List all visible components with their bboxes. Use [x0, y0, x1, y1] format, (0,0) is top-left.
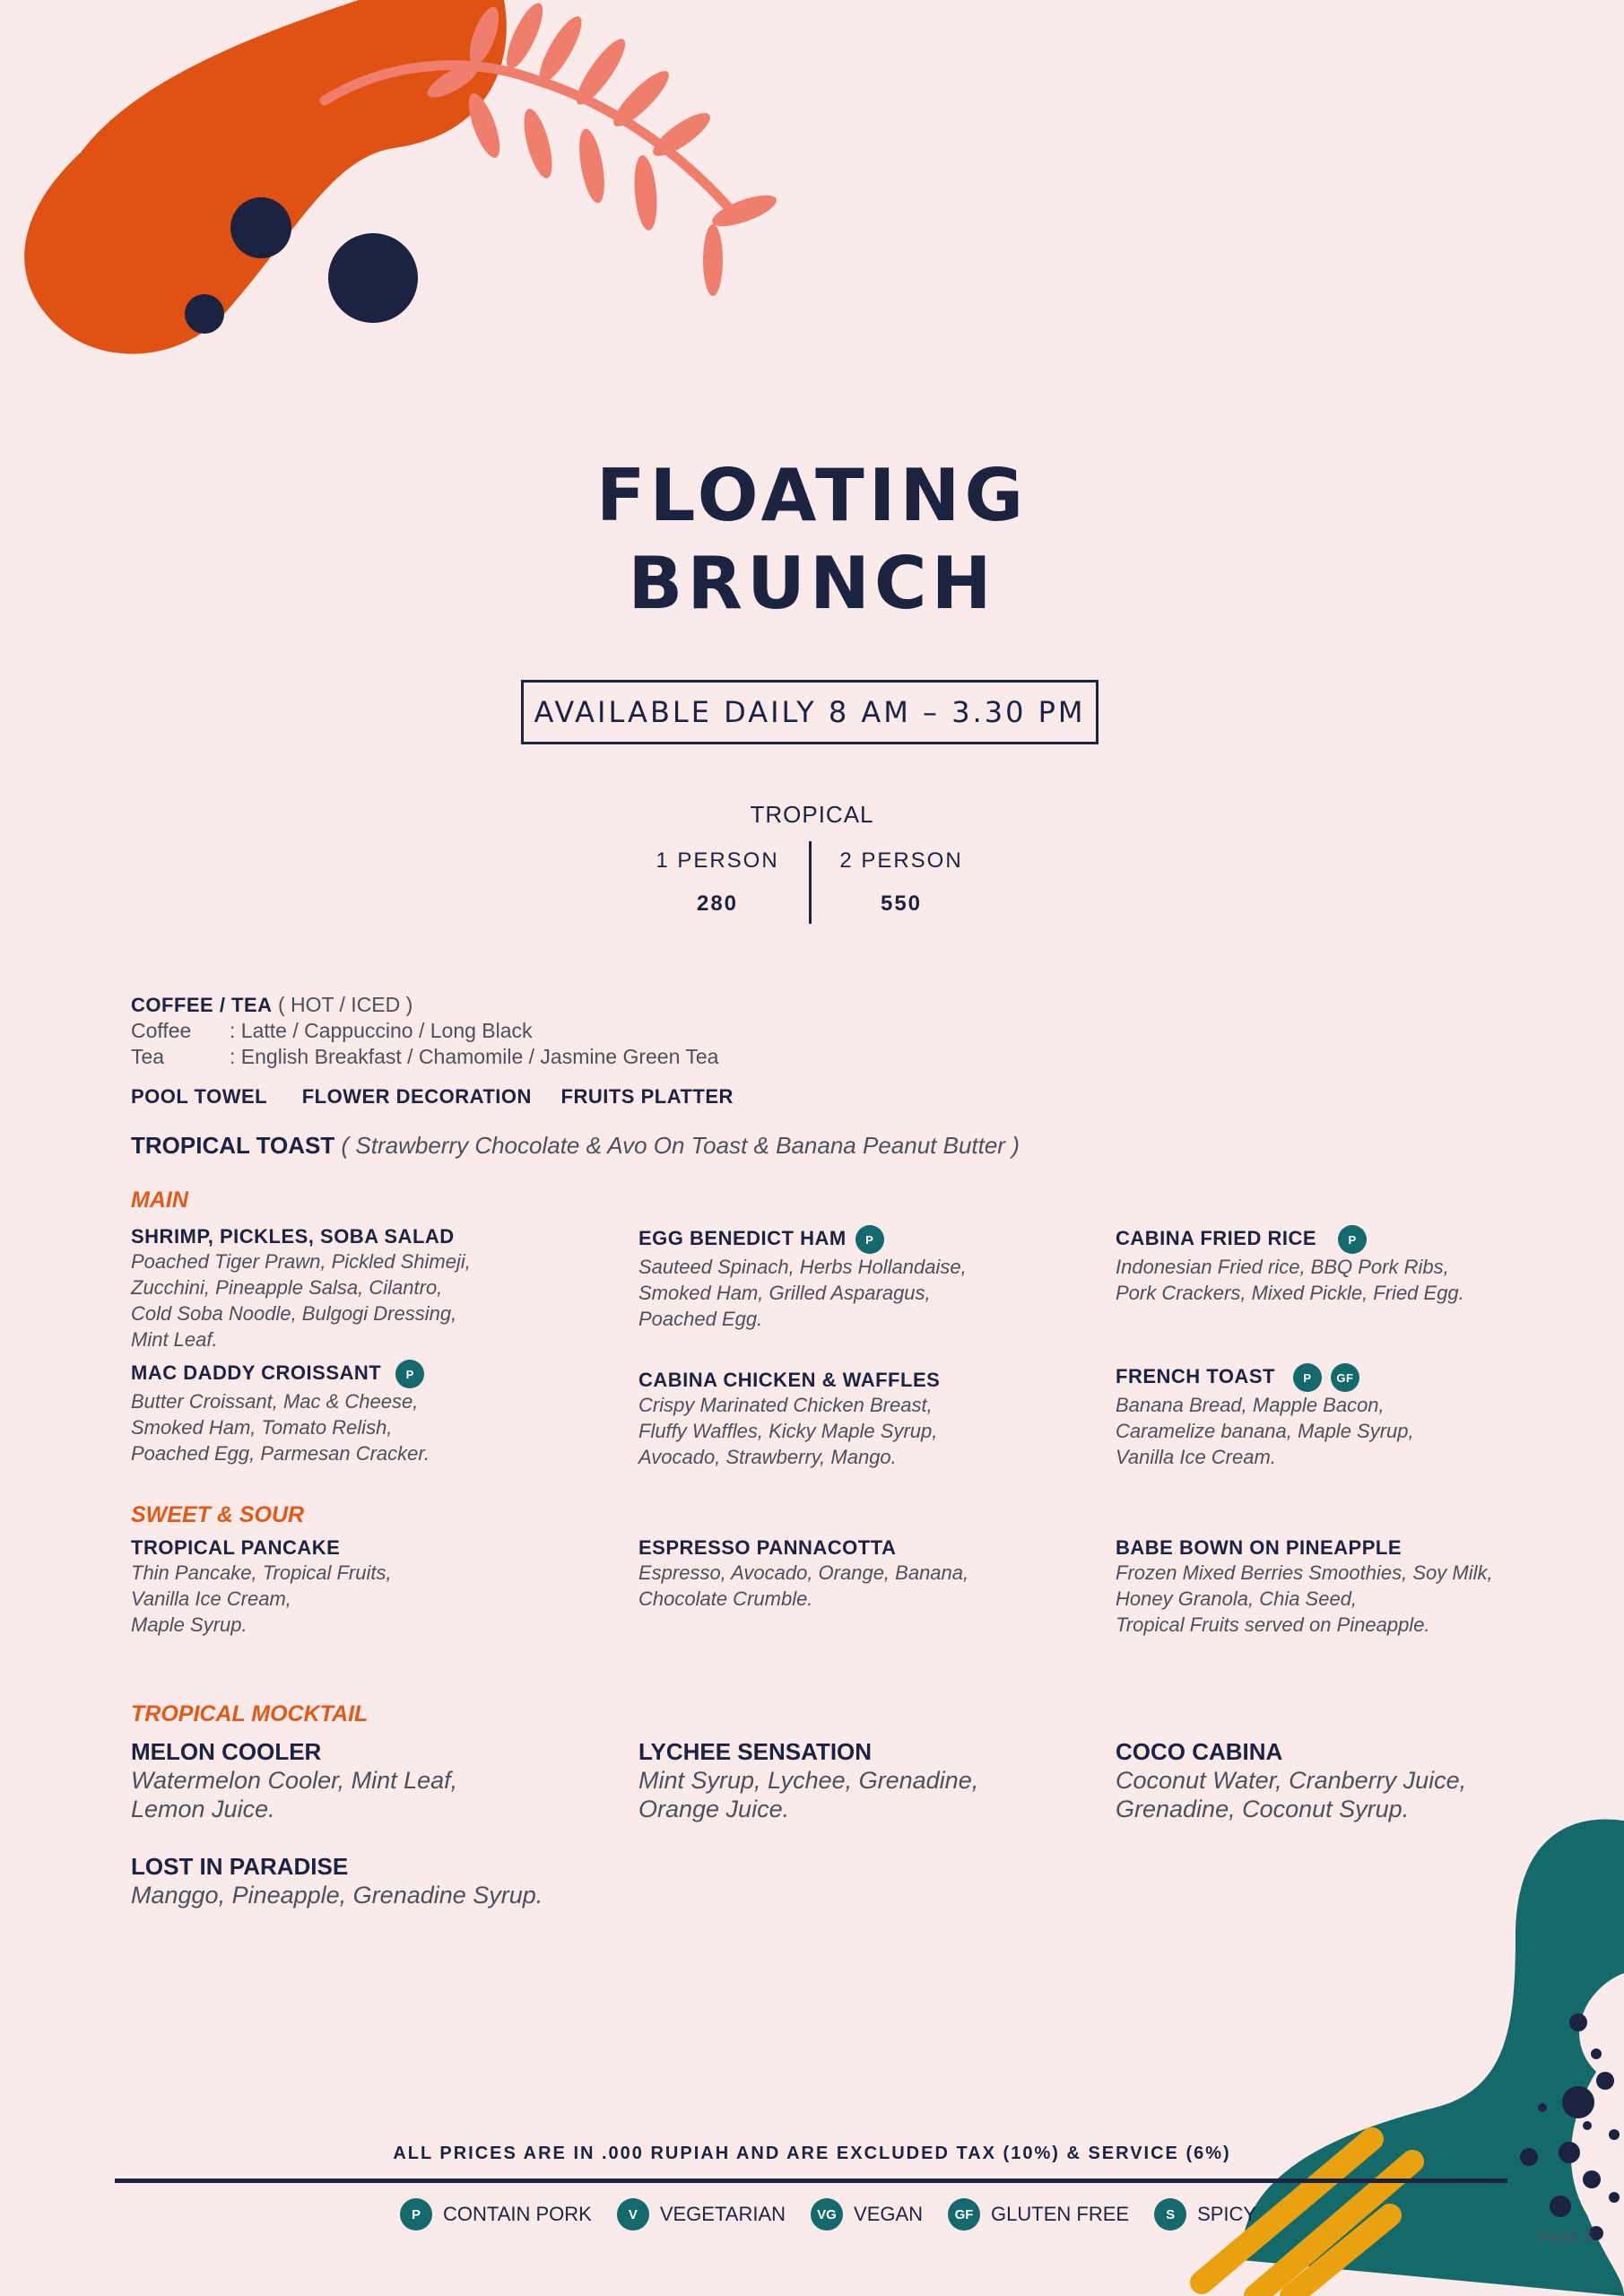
item-name: MAC DADDY CROISSANT [131, 1361, 382, 1384]
item-desc: Mint Syrup, Lychee, Grenadine, Orange Juice. [638, 1767, 979, 1822]
title-line-2: BRUNCH [628, 542, 996, 625]
price-note: ALL PRICES ARE IN .000 RUPIAH AND ARE EXCLUDED TAX (10%) & SERVICE (6%) [393, 2144, 1231, 2163]
legend-spicy [1154, 2198, 1256, 2231]
page-number: PAGE 5 [1539, 2229, 1594, 2246]
dot-large [328, 233, 418, 323]
item-name: MELON COOLER [131, 1738, 322, 1765]
extra-flower-decoration: FLOWER DECORATION [301, 1085, 532, 1108]
top-left-decoration [0, 0, 807, 377]
coffee-label: Coffee [131, 1019, 192, 1042]
legend-label: VEGETARIAN [659, 2203, 786, 2225]
coffee-value: : Latte / Cappuccino / Long Black [230, 1019, 533, 1042]
item-desc: Indonesian Fried rice, BBQ Pork Ribs, Pork Crackers, Mixed Pickle, Fried Egg. [1116, 1256, 1464, 1304]
legend-gluten-free [948, 2198, 1129, 2231]
item-desc: Espresso, Avocado, Orange, Banana, Chocolate Crumble. [638, 1561, 969, 1610]
item-name: EGG BENEDICT HAM [638, 1226, 847, 1249]
dietary-legend [400, 2198, 1256, 2231]
legend-label: CONTAIN PORK [443, 2203, 592, 2225]
orange-blob [24, 0, 507, 354]
title-line-1: FLOATING [595, 454, 1029, 537]
extra-fruits-platter: FRUITS PLATTER [560, 1085, 734, 1108]
coffee-line [131, 1018, 533, 1044]
availability-box [521, 680, 1099, 744]
item-name: ESPRESSO PANNACOTTA [638, 1536, 897, 1559]
legend-label: GLUTEN FREE [991, 2203, 1130, 2225]
option-2-label: 2 PERSON [839, 848, 963, 873]
legend-vegan [811, 2198, 923, 2231]
tea-value: : English Breakfast / Chamomile / Jasmine Green Tea [230, 1045, 719, 1068]
item-name: FRENCH TOAST [1116, 1364, 1275, 1387]
item-name: CABINA FRIED RICE [1116, 1226, 1317, 1249]
tea-label: Tea [131, 1045, 165, 1068]
menu-item-coco-cabina [1116, 1738, 1466, 1823]
tropical-toast-desc: ( Strawberry Chocolate & Avo On Toast & Banana Peanut Butter ) [341, 1132, 1020, 1159]
extras-line [131, 1085, 734, 1109]
vegan-icon: VG [811, 2198, 843, 2231]
pork-badge: P [855, 1225, 884, 1254]
dot-medium [230, 197, 291, 258]
option-1-label: 1 PERSON [656, 848, 779, 873]
footer-divider [115, 2179, 1507, 2183]
item-name: BABE BOWN ON PINEAPPLE [1116, 1536, 1403, 1559]
menu-item-shrimp-salad [131, 1225, 471, 1352]
availability-text: AVAILABLE DAILY 8 AM – 3.30 PM [534, 695, 1086, 729]
pork-badge: P [1338, 1225, 1367, 1254]
coffee-tea-line [131, 992, 413, 1018]
item-desc: Watermelon Cooler, Mint Leaf, Lemon Juice. [131, 1767, 458, 1822]
option-2-price: 550 [880, 891, 923, 916]
item-name: LOST IN PARADISE [131, 1853, 349, 1880]
legend-vegetarian [617, 2198, 786, 2231]
item-name: TROPICAL PANCAKE [131, 1536, 341, 1559]
item-desc: Banana Bread, Mapple Bacon, Caramelize banana, Maple Syrup, Vanilla Ice Cream. [1116, 1394, 1414, 1468]
menu-item-tropical-pancake [131, 1536, 392, 1638]
gluten-free-badge: GF [1331, 1363, 1359, 1392]
legend-label: SPICY [1197, 2203, 1257, 2225]
menu-item-babe-bown [1116, 1536, 1493, 1638]
menu-item-cabina-fried-rice [1116, 1225, 1464, 1306]
item-name: COCO CABINA [1116, 1738, 1283, 1765]
menu-item-egg-benedict [638, 1225, 967, 1332]
item-desc: Poached Tiger Prawn, Pickled Shimeji, Zucchini, Pineapple Salsa, Cilantro, Cold Soba Noodle, Bulgogi Dressing, Mint Leaf. [131, 1250, 471, 1351]
item-name: LYCHEE SENSATION [638, 1738, 873, 1765]
item-desc: Butter Croissant, Mac & Cheese, Smoked Ham, Tomato Relish, Poached Egg, Parmesan Cracker. [131, 1390, 430, 1465]
item-name: CABINA CHICKEN & WAFFLES [638, 1369, 941, 1391]
item-desc: Crispy Marinated Chicken Breast, Fluffy Waffles, Kicky Maple Syrup, Avocado, Strawberry, Mango. [638, 1394, 938, 1468]
pork-badge: P [395, 1360, 424, 1388]
section-main: MAIN [131, 1187, 188, 1213]
menu-item-french-toast [1116, 1363, 1414, 1470]
section-mocktail: TROPICAL MOCKTAIL [131, 1701, 369, 1726]
item-name: SHRIMP, PICKLES, SOBA SALAD [131, 1225, 455, 1248]
menu-item-chicken-waffles [638, 1369, 940, 1470]
vegetarian-icon: V [617, 2198, 649, 2231]
tropical-toast-head: TROPICAL TOAST [131, 1132, 335, 1159]
spicy-icon: S [1154, 2198, 1186, 2231]
section-sweet-sour: SWEET & SOUR [131, 1502, 305, 1527]
menu-item-espresso-pannacotta [638, 1536, 968, 1612]
item-desc: Manggo, Pineapple, Grenadine Syrup. [131, 1882, 543, 1909]
legend-label: VEGAN [854, 2203, 924, 2225]
item-desc: Frozen Mixed Berries Smoothies, Soy Milk, Honey Granola, Chia Seed, Tropical Fruits served on Pineapple. [1116, 1561, 1493, 1636]
dot-small [185, 294, 224, 334]
pork-icon: P [400, 2198, 432, 2231]
tea-line [131, 1044, 718, 1070]
package-name: TROPICAL [750, 801, 874, 828]
coffee-tea-head: COFFEE / TEA [131, 994, 273, 1016]
option-1-price: 280 [696, 891, 739, 916]
menu-item-melon-cooler [131, 1738, 457, 1823]
menu-item-lychee-sensation [638, 1738, 978, 1823]
pork-badge: P [1293, 1363, 1322, 1392]
extra-pool-towel: POOL TOWEL [131, 1085, 268, 1108]
legend-pork [400, 2198, 592, 2231]
item-desc: Sauteed Spinach, Herbs Hollandaise, Smoked Ham, Grilled Asparagus, Poached Egg. [638, 1256, 967, 1330]
item-desc: Thin Pancake, Tropical Fruits, Vanilla Ice Cream, Maple Syrup. [131, 1561, 392, 1636]
tropical-toast-line [131, 1132, 1020, 1160]
item-desc: Coconut Water, Cranberry Juice, Grenadine, Coconut Syrup. [1116, 1767, 1467, 1822]
menu-item-mac-daddy [131, 1360, 430, 1466]
menu-item-lost-in-paradise [131, 1853, 543, 1909]
coffee-tea-note: ( HOT / ICED ) [277, 993, 413, 1016]
gluten-free-icon: GF [948, 2198, 980, 2231]
teal-blob [1242, 1820, 1624, 2296]
